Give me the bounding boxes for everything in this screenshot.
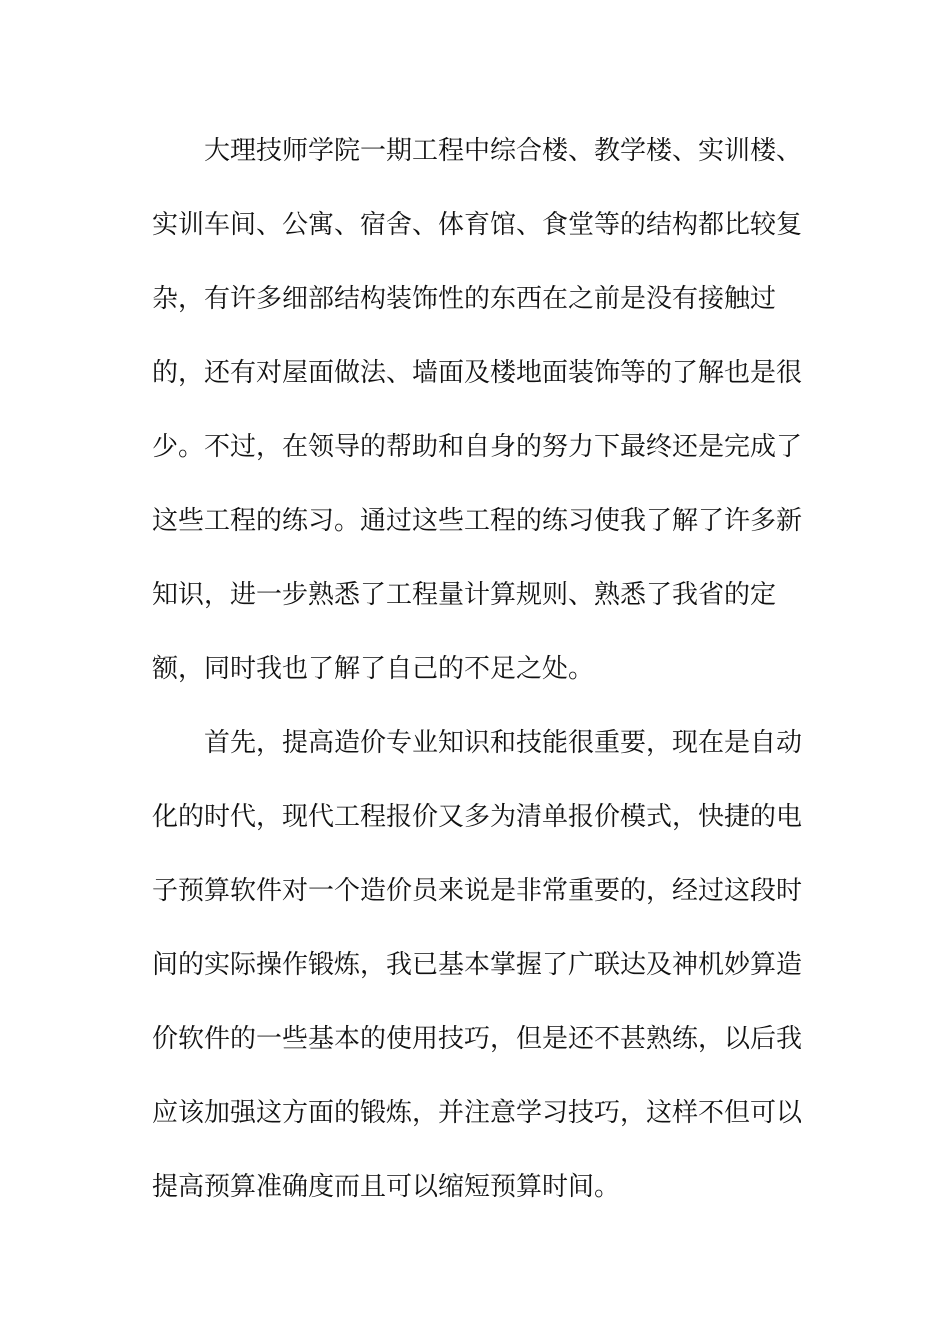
document-body <box>152 128 803 1238</box>
paragraph-line: 首先，提高造价专业知识和技能很重要，现在是自动 <box>204 728 803 758</box>
paragraph-line: 少。不过，在领导的帮助和自身的努力下最终还是完成了 <box>152 432 803 462</box>
paragraph-1 <box>152 128 803 720</box>
paragraph-2 <box>152 720 803 1238</box>
paragraph-line: 这些工程的练习。通过这些工程的练习使我了解了许多新 <box>152 506 803 536</box>
paragraph-line: 实训车间、公寓、宿舍、体育馆、食堂等的结构都比较复 <box>152 210 803 240</box>
paragraph-line: 大理技师学院一期工程中综合楼、教学楼、实训楼、 <box>204 136 803 166</box>
paragraph-line: 间的实际操作锻炼，我已基本掌握了广联达及神机妙算造 <box>152 950 803 980</box>
paragraph-line: 应该加强这方面的锻炼，并注意学习技巧，这样不但可以 <box>152 1098 803 1128</box>
paragraph-line: 价软件的一些基本的使用技巧，但是还不甚熟练，以后我 <box>152 1024 803 1054</box>
paragraph-line: 额，同时我也了解了自己的不足之处。 <box>152 654 595 684</box>
paragraph-line: 提高预算准确度而且可以缩短预算时间。 <box>152 1172 621 1202</box>
paragraph-line: 化的时代，现代工程报价又多为清单报价模式，快捷的电 <box>152 802 803 832</box>
paragraph-line: 知识，进一步熟悉了工程量计算规则、熟悉了我省的定 <box>152 580 777 610</box>
paragraph-line: 的，还有对屋面做法、墙面及楼地面装饰等的了解也是很 <box>152 358 803 388</box>
paragraph-line: 子预算软件对一个造价员来说是非常重要的，经过这段时 <box>152 876 803 906</box>
paragraph-line: 杂，有许多细部结构装饰性的东西在之前是没有接触过 <box>152 284 777 314</box>
